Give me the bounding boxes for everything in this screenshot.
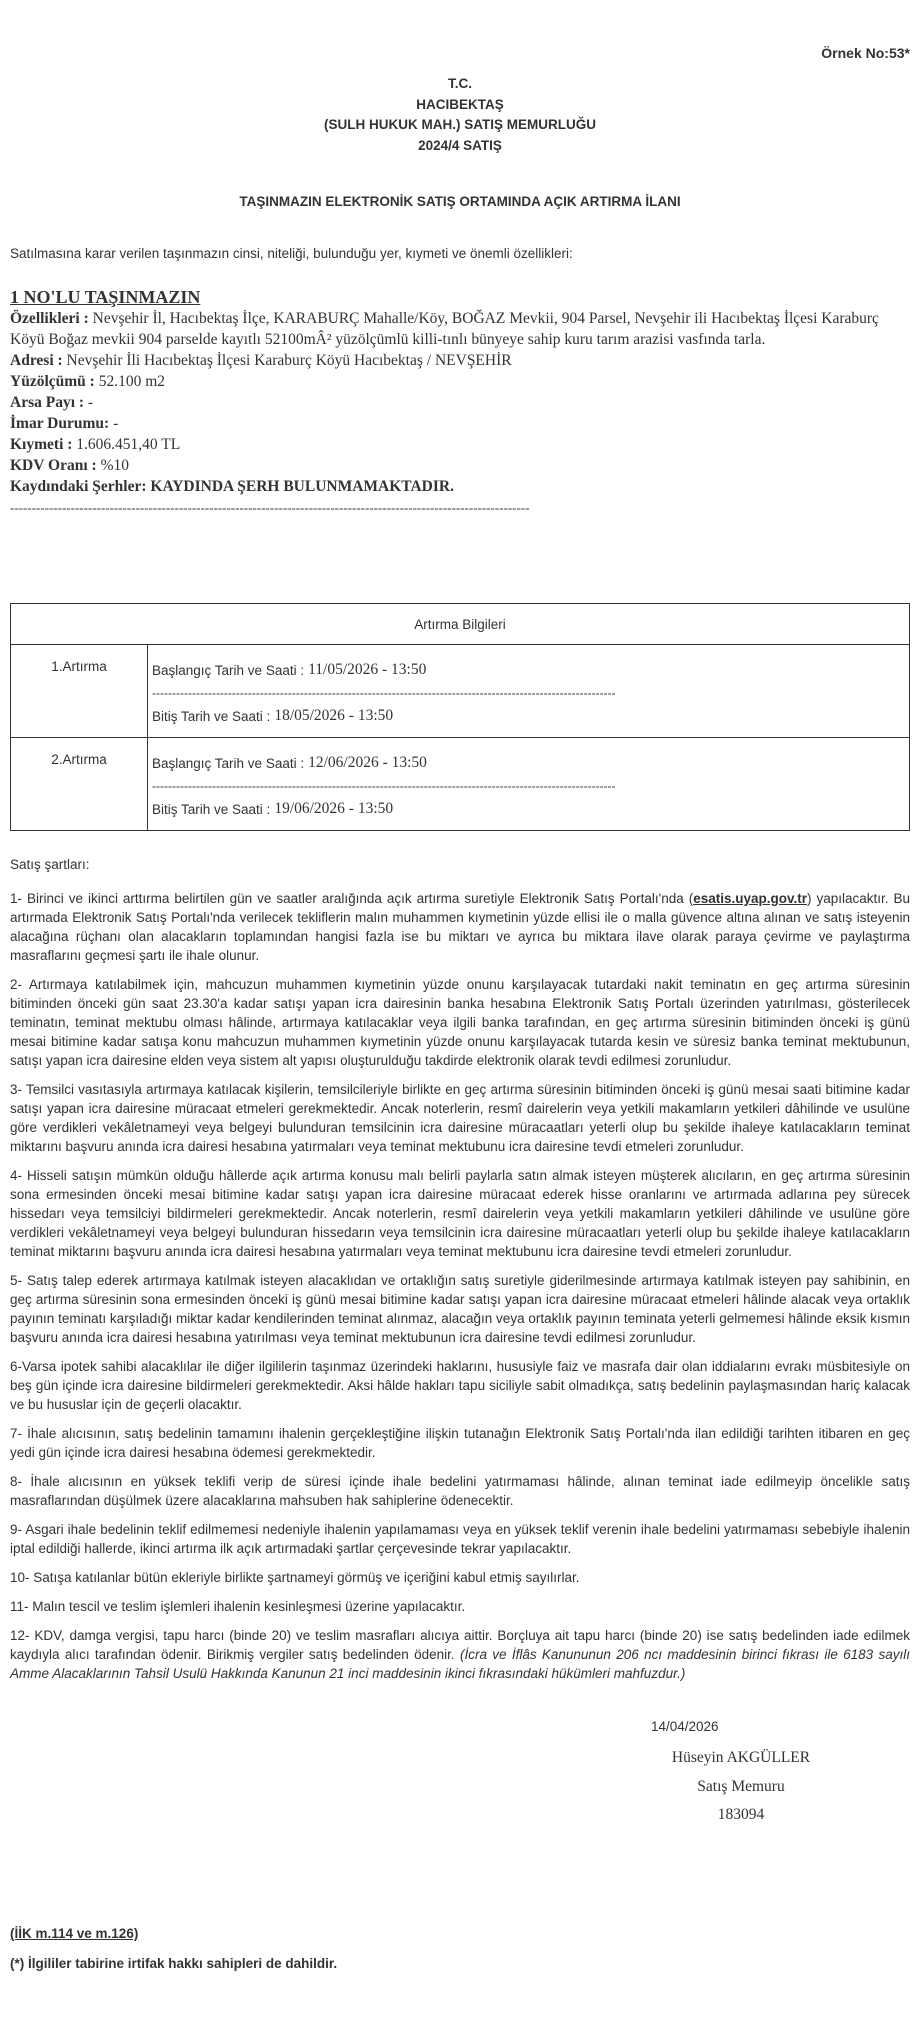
term-9: 9- Asgari ihale bedelinin teklif edilmemesi nedeniyle ihalenin yapılamaması veya en yüksek teklif verenin ihale bedelini yatırmaması sebebiyle ihalenin iptal edildiği hallerde, ikinci artırma ilk açık artırmadaki şartlar çerçevesinde tekrar yapılacaktır. — [10, 1522, 910, 1556]
auction-table-header: Artırma Bilgileri — [11, 604, 910, 645]
term-2: 2- Artırmaya katılabilmek için, mahcuzun muhammen kıymetinin yüzde onunu karşılayacak tutardaki nakit teminatın en geç artırma süresinin bitiminden önceki gün saat 23.30'a kadar satışı yapan icra dairesinin banka hesabına Elektronik Satış Portalı üzerinden yatırılması, gösterilecek teminatın, teminat mektubu olması hâlinde, artırmaya katılacaklar veya ilgili banka tarafından, en geç artırma süresinin bitiminden önceki iş günü mesai bitimine kadar satışa konu mahcuzun muhammen kıymetinin yüzde onunu karşılayacak tutarda kesin ve süresiz banka teminat mektubunun, satışı yapan icra dairesine elden veya sistem alt yapısı oluşturulduğu takdirde elektronik olarak tevdi edilmesi zorunludur. — [10, 977, 910, 1068]
signature-date: 14/04/2026 — [651, 1719, 719, 1734]
auction-2-end: Bitiş Tarih ve Saati : 19/06/2026 - 13:50 — [152, 800, 394, 817]
term-8: 8- İhale alıcısının en yüksek teklifi verip de süresi içinde ihale bedelini yatırmaması hâlinde, alınan teminat iade edilmeyip öncelikle satış masraflarından düşülmek üzere alacaklarına mahsuben hak sahiplerine ödenecektir. — [10, 1474, 910, 1508]
term-11: 11- Malın tescil ve teslim işlemleri ihalenin kesinleşmesi üzerine yapılacaktır. — [10, 1599, 466, 1614]
header-office: (SULH HUKUK MAH.) SATIŞ MEMURLUĞU — [324, 117, 596, 132]
officer-name: Hüseyin AKGÜLLER — [671, 1749, 811, 1766]
auction-2-label: 2.Artırma — [11, 738, 148, 831]
table-row — [11, 738, 910, 831]
property-land-share: Arsa Payı : - — [10, 394, 94, 411]
example-number: Örnek No:53* — [821, 45, 910, 61]
auction-1-end: Bitiş Tarih ve Saati : 18/05/2026 - 13:50 — [152, 707, 394, 724]
property-annotations: Kaydındaki Şerhler: KAYDINDA ŞERH BULUNMAMAKTADIR. — [10, 478, 454, 495]
header-tc: T.C. — [447, 76, 472, 91]
section-divider: ------------------------------------------------------------------------------------------------------------------------ — [10, 500, 530, 515]
term-5: 5- Satış talep ederek artırmaya katılmak isteyen alacaklıdan ve ortaklığın satış suretiyle giderilmesinde artırmaya katılmak isteyen pay sahibinin, en geç artırma süresinin sona ermesinden önceki iş günü mesai bitimine kadar satışı yapan icra dairesine müracaat etmeleri hâlinde alacak veya ortaklık payının teminatı karşıladığı miktar kadar kendilerinden teminat alınmaz, alacağın veya ortaklık payının teminata yeterli gelmemesi hâlinde eksik kısmın başvuru anında icra dairesi hesabına yatırılması veya teminat mektubunun icra dairesine tevdi edilmesi zorunludur. — [10, 1273, 910, 1345]
term-3: 3- Temsilci vasıtasıyla artırmaya katılacak kişilerin, temsilcileriyle birlikte en geç artırma süresinin bitiminden önceki iş günü mesai saati bitimine kadar satışı yapan icra dairesine müracaat etmeleri gerekmektedir. Ancak noterlerin, resmî dairelerin veya yetkili makamların yetkileri dâhilinde ve usulüne göre verdikleri vekâletnameyi veya belgeyi bulunduran temsilcinin icra dairesine müracaatları yeterli olup bu şekilde ihaleye katılacakların teminat miktarını başvuru anında icra dairesi hesabına yatırmaları veya teminat mektubunu icra dairesine tevdi etmeleri zorunludur. — [10, 1082, 910, 1154]
footer-notes — [10, 1919, 337, 1979]
sale-terms-label: Satış şartları: — [10, 857, 90, 872]
term-6: 6-Varsa ipotek sahibi alacaklılar ile diğer ilgililerin taşınmaz üzerindeki haklarını, hususiyle faiz ve masrafa dair olan iddialarını evrakı müsbitesiyle on beş gün içinde icra dairesine bildirmeleri gerekmektedir. Aksi hâlde hakları tapu siciliyle sabit olmadıkça, satış bedelinin paylaşmasından hariç kalacak ve bu hususlar için de geçerli olacaktır. — [10, 1359, 910, 1412]
auction-2-start: Başlangıç Tarih ve Saati : 12/06/2026 - 13:50 — [152, 754, 427, 771]
property-address: Adresi : Nevşehir İli Hacıbektaş İlçesi Karaburç Köyü Hacıbektaş / NEVŞEHİR — [10, 352, 512, 369]
term-10: 10- Satışa katılanlar bütün ekleriyle birlikte şartnameyi görmüş ve içeriğini kabul etmiş sayılırlar. — [10, 1570, 580, 1585]
auction-1-separator: -------------------------------------------------------------------------------------------------------------------- — [152, 686, 616, 700]
intro-text: Satılmasına karar verilen taşınmazın cinsi, niteliği, bulunduğu yer, kıymeti ve önemli özellikleri: — [10, 246, 573, 261]
property-area: Yüzölçümü : 52.100 m2 — [10, 373, 166, 390]
footnote: (*) İlgililer tabirine irtifak hakkı sahipleri de dahildir. — [10, 1956, 338, 1971]
auction-info-table — [10, 603, 910, 831]
officer-title: Satış Memuru — [697, 1777, 785, 1795]
property-title: 1 NO'LU TAŞINMAZIN — [10, 287, 201, 307]
property-value: Kıymeti : 1.606.451,40 TL — [10, 436, 181, 453]
property-zoning: İmar Durumu: - — [10, 415, 119, 432]
table-row — [11, 645, 910, 738]
property-vat: KDV Oranı : %10 — [10, 457, 129, 474]
officer-code: 183094 — [717, 1806, 765, 1823]
auction-1-label: 1.Artırma — [11, 645, 148, 738]
sale-terms — [10, 855, 910, 1693]
header-file-number: 2024/4 SATIŞ — [418, 137, 502, 153]
property-features: Özellikleri : Nevşehir İl, Hacıbektaş İlçe, KARABURÇ Mahalle/Köy, BOĞAZ Mevkii, 904 Parsel, Nevşehir ili Hacıbektaş İlçesi Karaburç Köyü Boğaz mevkii 904 parselde kayıtlı 52100mÂ² yüzölçümlü killi-tınlı bünyeye sahip kuru tarım arazisi vasfında tarla. — [10, 310, 879, 348]
term-4: 4- Hisseli satışın mümkün olduğu hâllerde açık artırma konusu malı belirli paylarla satın almak isteyen müşterek alıcıların, en geç artırma süresinin sona ermesinden önceki mesai bitimine kadar satışı yapan icra dairesine müracaat ederek hisse oranlarını ve artırmada adlarına pey sürecek hissedarı veya temsilciyi bildirmeleri gerekmektedir. Ancak noterlerin, resmî dairelerin veya yetkili makamların yetkileri dâhilinde ve usulüne göre verdikleri vekâletnameyi veya belgeyi bulunduran hissedarın veya temsilcinin icra dairesine müracaatları yeterli olup bu şekilde ihaleye katılacakların teminat miktarını başvuru anında icra dairesi hesabına yatırmaları veya teminat mektubunu icra dairesine tevdi etmeleri zorunludur. — [10, 1168, 910, 1259]
law-reference: (İİK m.114 ve m.126) — [10, 1926, 139, 1941]
term-7: 7- İhale alıcısının, satış bedelinin tamamını ihalenin gerçekleştiğine ilişkin tutanağın Elektronik Satış Portalı'nda ilan edildiği tarihten itibaren en geç yedi gün içinde icra dairesi hesabına ödemesi gerekmektedir. — [10, 1426, 910, 1460]
property-section — [10, 286, 910, 518]
esatis-link[interactable]: esatis.uyap.gov.tr — [693, 891, 807, 906]
term-12: 12- KDV, damga vergisi, tapu harcı (binde 20) ve teslim masrafları alıcıya aittir. Borçluya ait tapu harcı (binde 20) ise satış bedelinden iade edilmek kaydıyla alıcı tarafından ödenir. Birikmiş vergiler satış bedelinden ödenir. (İcra ve İflâs Kanununun 206 ncı maddesinin birinci fıkrası ile 6183 sayılı Amme Alacaklarının Tahsil Usulü Hakkında Kanunun 21 inci maddesinin ikinci fıkrasındaki hükümleri mahfuzdur.) — [10, 1628, 910, 1681]
auction-1-start: Başlangıç Tarih ve Saati : 11/05/2026 - 13:50 — [152, 661, 427, 678]
announcement-title: TAŞINMAZIN ELEKTRONİK SATIŞ ORTAMINDA AÇIK ARTIRMA İLANI — [239, 194, 681, 209]
document-header — [10, 74, 910, 156]
signature-block — [636, 1744, 846, 1830]
auction-2-separator: -------------------------------------------------------------------------------------------------------------------- — [152, 779, 616, 793]
term-1: 1- Birinci ve ikinci arttırma belirtilen gün ve saatler aralığında açık artırma suretiyle Elektronik Satış Portalı'nda (esatis.uyap.gov.tr) yapılacaktır. Bu artırmada Elektronik Satış Portalı'nda verilecek tekliflerin malın muhammen kıymetinin yüzde ellisi ile o malla güvence altına alınan ve satış isteyenin alacağına rüçhanı olan alacakların toplamından hangisi fazla ise bu miktarı ve ayrıca bu miktara ilave olarak paraya çevirme ve paylaştırma masraflarını geçmesi şartı ile ihale olunur. — [10, 891, 910, 963]
header-district: HACIBEKTAŞ — [416, 96, 504, 112]
